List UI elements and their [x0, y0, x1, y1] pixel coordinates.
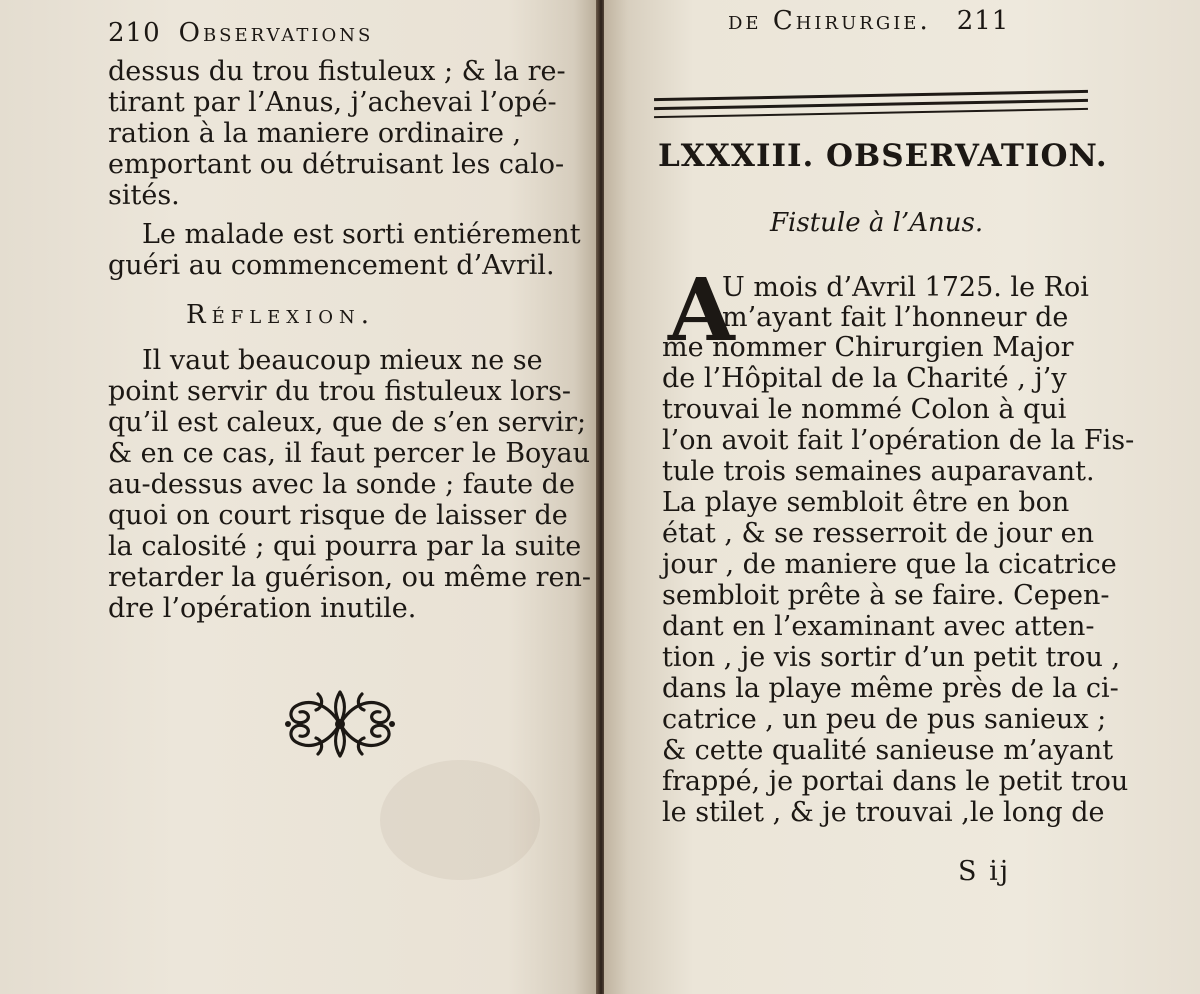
observation-subtitle: Fistule à l’Anus.	[770, 208, 984, 238]
text-line: Il vaut beaucoup mieux ne se	[142, 345, 543, 376]
reflexion-text	[108, 345, 592, 624]
signature-mark: S ij	[958, 856, 1011, 887]
text-line: état , & se resserroit de jour en	[662, 518, 1094, 549]
text-line: frappé, je portai dans le petit trou	[662, 766, 1129, 797]
left-running-head-text: Observations	[178, 18, 374, 48]
text-line: l’on avoit fait l’opération de la Fis-	[662, 425, 1135, 456]
text-line: & cette qualité sanieuse m’ayant	[662, 735, 1114, 766]
second-line: m’ayant fait l’honneur de	[722, 302, 1069, 333]
text-line: jour , de maniere que la cicatrice	[662, 549, 1117, 580]
observation-title: LXXXIII. OBSERVATION.	[658, 138, 1108, 174]
fleuron-ornament-icon	[280, 684, 400, 764]
right-running-head-text: de Chirurgie.	[728, 6, 931, 36]
text-line: retarder la guérison, ou même ren-	[108, 562, 592, 593]
left-page	[0, 0, 598, 994]
left-page-number: 210	[108, 18, 161, 48]
text-line: Le malade est sorti entiérement	[142, 219, 581, 250]
text-line: dant en l’examinant avec atten-	[662, 611, 1095, 642]
right-body-text	[662, 332, 1135, 828]
right-running-head	[728, 6, 1009, 36]
text-line: qu’il est caleux, que de s’en servir;	[108, 407, 587, 438]
text-line: sités.	[108, 180, 180, 211]
reflexion-heading: Réflexion.	[186, 300, 375, 330]
text-line: dans la playe même près de la ci-	[662, 673, 1119, 704]
first-line: U mois d’Avril 1725. le Roi	[722, 272, 1089, 303]
text-line: La playe sembloit être en bon	[662, 487, 1070, 518]
text-line: tirant par l’Anus, j’achevai l’opé-	[108, 87, 557, 118]
text-line: & en ce cas, il faut percer le Boyau	[108, 438, 591, 469]
text-line: dre l’opération inutile.	[108, 593, 417, 624]
text-line: ration à la maniere ordinaire ,	[108, 118, 522, 149]
left-running-head	[108, 18, 373, 48]
text-line: point servir du trou fistuleux lors-	[108, 376, 572, 407]
right-page-number: 211	[956, 6, 1010, 36]
text-line: trouvai le nommé Colon à qui	[662, 394, 1067, 425]
drop-cap: A	[668, 260, 735, 361]
text-line: de l’Hôpital de la Charité , j’y	[662, 363, 1067, 394]
paper-stain	[380, 760, 540, 880]
text-line: la calosité ; qui pourra par la suite	[108, 531, 582, 562]
text-line: au-dessus avec la sonde ; faute de	[108, 469, 575, 500]
text-line: tule trois semaines auparavant.	[662, 456, 1095, 487]
text-line: catrice , un peu de pus sanieux ;	[662, 704, 1107, 735]
text-line: emportant ou détruisant les calo-	[108, 149, 565, 180]
text-line: le stilet , & je trouvai ,le long de	[662, 797, 1105, 828]
text-line: tion , je vis sortir d’un petit trou ,	[662, 642, 1121, 673]
text-line: dessus du trou fistuleux ; & la re-	[108, 56, 566, 87]
text-line: me nommer Chirurgien Major	[662, 332, 1074, 363]
text-line: sembloit prête à se faire. Cepen-	[662, 580, 1110, 611]
left-body-text	[108, 56, 581, 281]
text-line: guéri au commencement d’Avril.	[108, 250, 555, 281]
text-line: quoi on court risque de laisser de	[108, 500, 568, 531]
